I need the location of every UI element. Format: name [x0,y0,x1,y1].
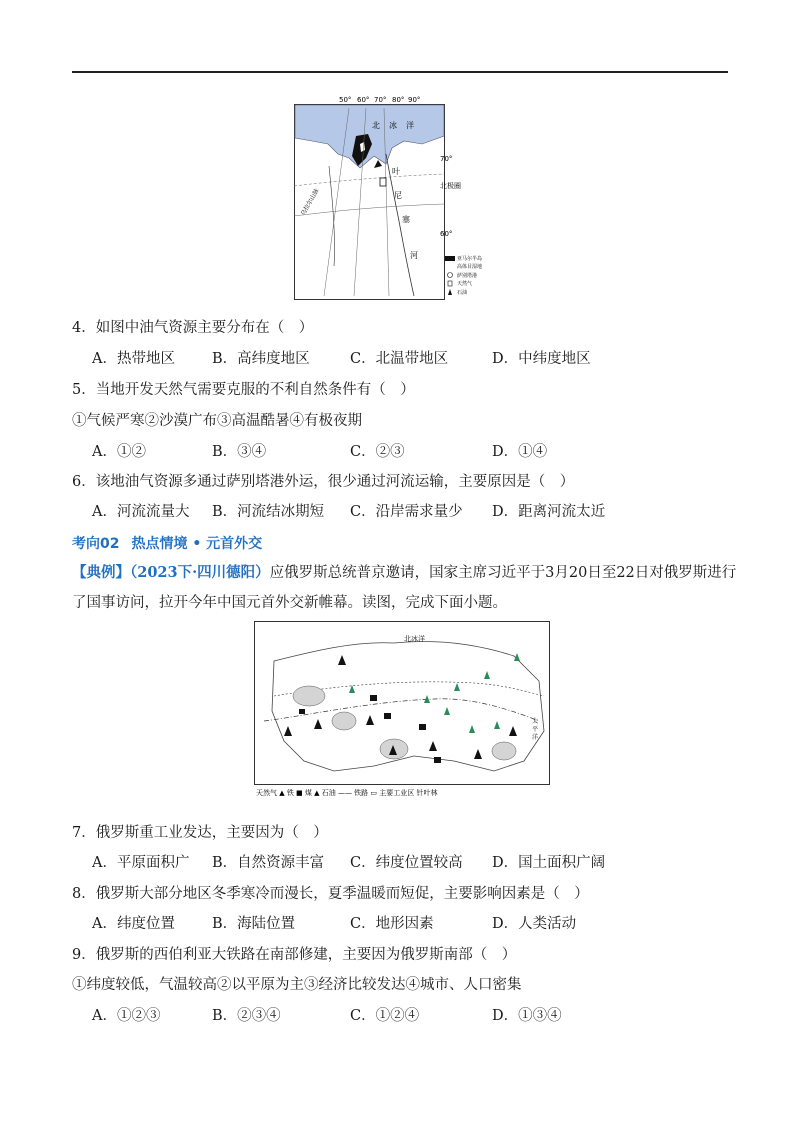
question-6-options [92,502,712,522]
lon-label-70: 70° [374,96,387,104]
ocean-char-1: 北 [372,121,380,130]
q8-option-d[interactable]: D．人类活动 [492,916,577,932]
q9-option-a[interactable]: A．①②③ [92,1008,161,1024]
legend-label-oil: 石油 [457,290,468,296]
section-number: 考向02 [72,536,120,552]
river-char-4: 河 [410,251,418,260]
legend-label-gas: 天然气 [457,281,473,287]
q7-option-a[interactable]: A．平原面积广 [92,855,190,871]
question-4-stem: 4．如图中油气资源主要分布在（ ） [72,320,314,336]
river-char-1: 叶 [392,167,400,176]
lon-label-90: 90° [408,96,421,104]
question-7-stem: 7．俄罗斯重工业发达，主要因为（ ） [72,825,328,841]
q9-option-c[interactable]: C．①②④ [350,1008,420,1024]
q6-option-c[interactable]: C．沿岸需求量少 [350,504,463,520]
question-5-options [92,442,712,462]
question-7-options [92,853,712,873]
q4-option-d[interactable]: D．中纬度地区 [492,351,591,367]
q8-option-a[interactable]: A．纬度位置 [92,916,175,932]
q7-option-c[interactable]: C．纬度位置较高 [350,855,463,871]
legend-label-port: 萨别塔港 [457,273,478,279]
q6-option-d[interactable]: D．距离河流太近 [492,504,606,520]
lat-label-70: 70° [440,155,453,163]
lon-label-50: 50° [339,96,352,104]
example-source: （2023下·四川德阳） [130,564,270,581]
question-8-stem: 8．俄罗斯大部分地区冬季寒冷而漫长，夏季温暖而短促，主要影响因素是（ ） [72,886,589,902]
question-6-stem: 6．该地油气资源多通过萨别塔港外运，很少通过河流运输，主要原因是（ ） [72,474,575,490]
q5-option-a[interactable]: A．①② [92,444,146,460]
question-5-stem: 5．当地开发天然气需要克服的不利自然条件有（ ） [72,382,415,398]
lon-label-80: 80° [392,96,405,104]
q7-option-b[interactable]: B．自然资源丰富 [212,855,325,871]
q7-option-d[interactable]: D．国土面积广阔 [492,855,606,871]
arctic-circle-label: 北极圈 [440,182,461,190]
ocean-char-3: 洋 [406,121,414,130]
q4-option-b[interactable]: B．高纬度地区 [212,351,310,367]
lon-label-60: 60° [357,96,370,104]
q5-option-d[interactable]: D．①④ [492,444,548,460]
map2-ocean-label: 北冰洋 [404,635,425,643]
q5-option-b[interactable]: B．③④ [212,444,267,460]
section-title: 热点情境 • 元首外交 [131,536,263,552]
legend-label-yamal: 亚马尔半岛 [457,256,483,262]
q6-option-a[interactable]: A．河流流量大 [92,504,190,520]
section-heading [72,533,274,553]
question-8-options [92,914,712,934]
q8-option-c[interactable]: C．地形因素 [350,916,434,932]
q9-option-d[interactable]: D．①③④ [492,1008,562,1024]
example-tag: 【典例】 [72,564,130,581]
q8-option-b[interactable]: B．海陆位置 [212,916,296,932]
q6-option-b[interactable]: B．河流结冰期短 [212,504,325,520]
header-rule [72,71,728,73]
yamal-peninsula-map [294,96,483,300]
map2-legend: 天然气 ▲ 铁 ■ 煤 ▲ 石油 —— 铁路 ▭ 主要工业区 针叶林 [256,789,438,797]
russia-resources-map [254,621,550,797]
ocean-char-2: 冰 [389,121,397,130]
river-char-2: 尼 [394,191,402,200]
river-char-3: 塞 [402,215,410,224]
question-9-conditions: ①纬度较低，气温较高②以平原为主③经济比较发达④城市、人口密集 [72,977,522,993]
question-9-stem: 9．俄罗斯的西伯利亚大铁路在南部修建，主要因为俄罗斯南部（ ） [72,947,517,963]
q4-option-c[interactable]: C．北温带地区 [350,351,449,367]
legend-label-wetland: 高体目湿地 [457,264,483,270]
mountain-label: 乌拉尔山脉 [299,187,321,217]
q9-option-b[interactable]: B．②③④ [212,1008,281,1024]
example-line-1 [72,563,736,583]
example-text-1: 应俄罗斯总统普京邀请，国家主席习近平于3月20日至22日对俄罗斯进行 [269,565,737,581]
q4-option-a[interactable]: A．热带地区 [92,351,175,367]
lat-label-60: 60° [440,230,453,238]
example-line-2: 了国事访问，拉开今年中国元首外交新帷幕。读图，完成下面小题。 [72,595,507,611]
q5-option-c[interactable]: C．②③ [350,444,405,460]
question-4-options [92,349,712,369]
question-5-conditions: ①气候严寒②沙漠广布③高温酷暑④有极夜期 [72,413,362,429]
map2-pacific-char-3: 洋 [532,734,539,741]
question-9-options [92,1006,712,1026]
map2-pacific-char-1: 太 [532,718,539,725]
map2-pacific-char-2: 平 [532,726,539,733]
